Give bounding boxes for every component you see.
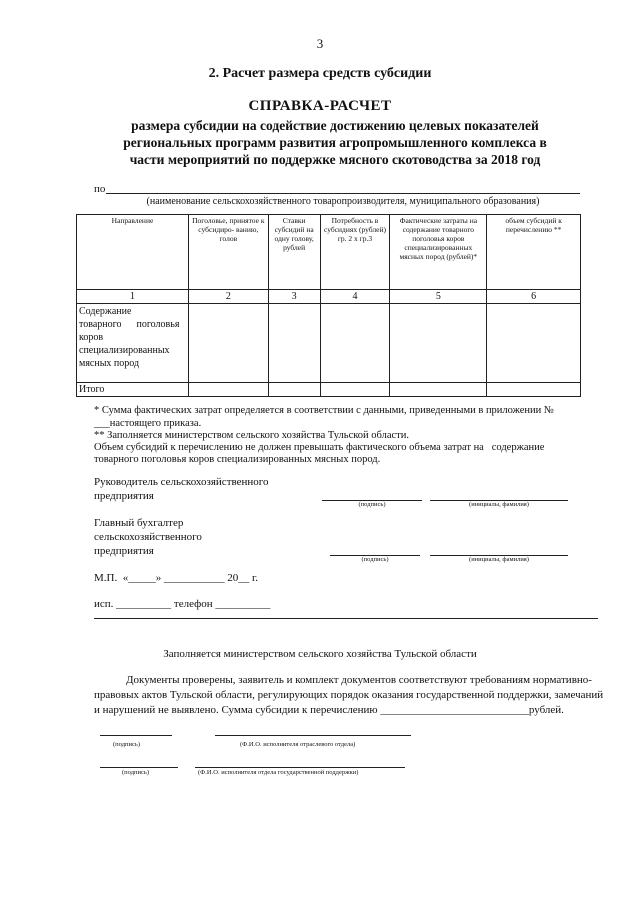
accountant-signature-caption: (подпись) (361, 556, 389, 563)
table-cell[interactable] (487, 383, 581, 397)
table-cell[interactable] (268, 383, 320, 397)
ministry-heading: Заполняется министерством сельского хозяйства Тульской области (163, 648, 477, 660)
ministry-signature-caption-1: (подпись) (113, 741, 140, 748)
producer-name-caption: (наименование сельскохозяйственного товаропроизводителя, муниципального образования) (146, 196, 540, 207)
accountant-title-line1: Главный бухгалтер (94, 517, 184, 529)
accountant-title-line2: сельскохозяйственного (94, 531, 202, 543)
header-cell: Ставки субсидий на одну голову, рублей (268, 215, 320, 290)
table-cell[interactable] (320, 383, 390, 397)
ministry-paragraph-line: и нарушений не выявлено. Сумма субсидии к перечислению ___________________________рублей. (94, 704, 564, 716)
section-title: 2. Расчет размера средств субсидии (208, 66, 432, 81)
footnote-line: * Сумма фактических затрат определяется в соответствии с данными, приведенными в приложении № (94, 405, 554, 416)
table-header-row (77, 215, 581, 290)
table-cell[interactable] (268, 304, 320, 383)
row-label-line: мясных пород (79, 358, 140, 369)
ministry-signature-line-1[interactable] (100, 735, 172, 736)
header-cell: Поголовье, принятое к субсидиро- ванию, голов (188, 215, 268, 290)
head-name-caption: (инициалы, фамилия) (469, 501, 529, 508)
footnote-1-cont: ___настоящего приказа. (94, 418, 202, 429)
ministry-signature-line-2[interactable] (100, 767, 178, 768)
accountant-title-line3: предприятия (94, 545, 154, 557)
ministry-paragraph-line: правовых актов Тульской области, регулирующих порядок оказания государственной поддержки, замечаний (94, 689, 604, 701)
row-label-line: коров (79, 332, 104, 343)
table-row (77, 304, 581, 383)
stamp-date-line: М.П. «_____» ___________ 20__ г. (94, 572, 258, 584)
column-number: 1 (77, 290, 189, 304)
head-signature-caption: (подпись) (358, 501, 386, 508)
row-label-line: товарного поголовья (79, 319, 180, 330)
table-cell[interactable] (188, 383, 268, 397)
document-title: СПРАВКА-РАСЧЕТ (248, 98, 392, 114)
producer-name-line[interactable] (106, 193, 580, 194)
column-number: 6 (487, 290, 581, 304)
table-cell[interactable] (390, 304, 487, 383)
column-number: 4 (320, 290, 390, 304)
header-cell: Потребность в субсидиях (рублей) гр. 2 х гр.3 (320, 215, 390, 290)
table-cell[interactable] (390, 383, 487, 397)
header-cell: объем субсидий к перечислению ** (487, 215, 581, 290)
footnote-1 (94, 405, 598, 417)
table-cell[interactable] (188, 304, 268, 383)
ministry-fio-line-2[interactable] (195, 767, 405, 768)
row-label-line: специализированных (79, 345, 170, 356)
table-total-row (77, 383, 581, 397)
divider (94, 618, 598, 619)
column-number: 3 (268, 290, 320, 304)
head-title-line1: Руководитель сельскохозяйственного (94, 476, 269, 488)
subtitle-line: части мероприятий по поддержке мясного скотоводства за 2018 год (129, 152, 541, 167)
po-label: по (94, 183, 106, 195)
ministry-fio-caption-2: (Ф.И.О. исполнителя отдела государственной поддержки) (198, 769, 359, 776)
row-label-line: Содержание (79, 306, 132, 317)
header-cell: Направление (77, 215, 189, 290)
page-number: 3 (316, 36, 324, 51)
table-number-row (77, 290, 581, 304)
row-label (77, 304, 189, 383)
ministry-fio-line-1[interactable] (215, 735, 411, 736)
head-title-line2: предприятия (94, 490, 154, 502)
subtitle-line: региональных программ развития агропромышленного комплекса в (123, 135, 547, 150)
footnote-2: ** Заполняется министерством сельского хозяйства Тульской области. (94, 430, 410, 441)
accountant-name-caption: (инициалы, фамилия) (469, 556, 529, 563)
executor-phone-line: исп. __________ телефон __________ (94, 598, 271, 610)
column-number: 5 (390, 290, 487, 304)
footnote-3: Объем субсидий к перечислению не должен превышать фактического объема затрат на содержание (94, 442, 545, 453)
ministry-paragraph-line: Документы проверены, заявитель и комплект документов соответствуют требованиям нормативно- (126, 674, 592, 686)
subtitle-line: размера субсидии на содействие достижению целевых показателей (131, 118, 539, 133)
header-cell: Фактические затраты на содержание товарного поголовья коров специализированных мясных пород (рублей)* (390, 215, 487, 290)
table-cell[interactable] (487, 304, 581, 383)
ministry-signature-caption-2: (подпись) (122, 769, 149, 776)
subsidy-table (76, 214, 581, 397)
document-subtitle (90, 117, 580, 168)
table-cell[interactable] (320, 304, 390, 383)
column-number: 2 (188, 290, 268, 304)
ministry-fio-caption-1: (Ф.И.О. исполнителя отраслевого отдела) (240, 741, 356, 748)
total-label: Итого (77, 383, 189, 397)
footnote-3-cont: товарного поголовья коров специализированных мясных пород. (94, 454, 381, 465)
